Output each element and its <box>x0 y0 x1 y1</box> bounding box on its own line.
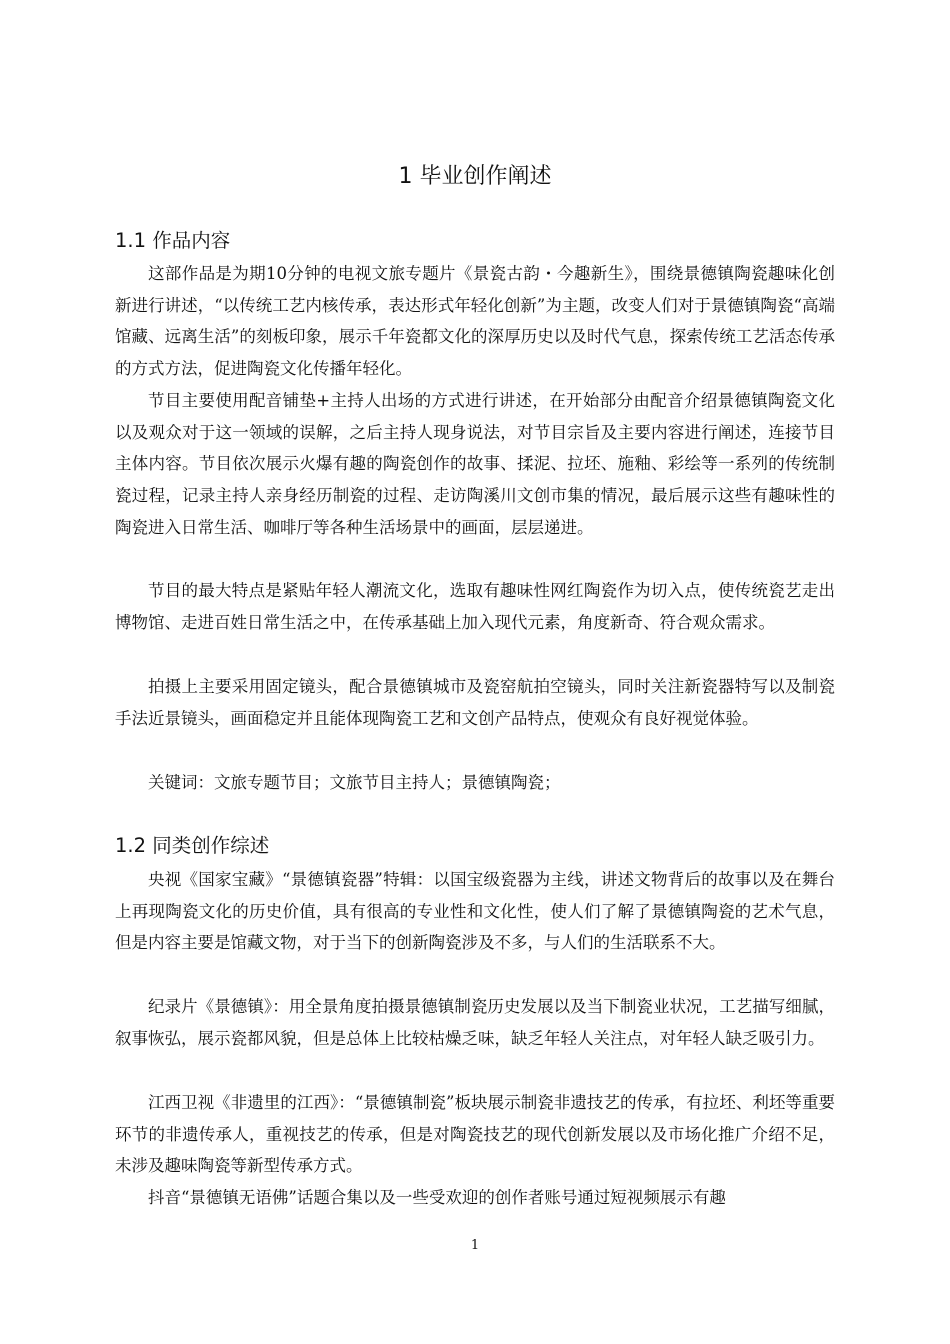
paragraph: 节目的最大特点是紧贴年轻人潮流文化，选取有趣味性网红陶瓷作为切入点，使传统瓷艺走出博物馆、走进百姓日常生活之中，在传承基础上加入现代元素，角度新奇、符合观众需求。 <box>115 581 835 632</box>
page-number: 1 <box>470 1238 480 1253</box>
keywords-line: 关键词：文旅专题节目；文旅节目主持人；景德镇陶瓷； <box>148 773 561 792</box>
paragraph: 江西卫视《非遗里的江西》：“景德镇制瓷”板块展示制瓷非遗技艺的传承，有拉坯、利坯等重要环节的非遗传承人，重视技艺的传承，但是对陶瓷技艺的现代创新发展以及市场化推广介绍不足，未涉及趣味陶瓷等新型传承方式。 <box>115 1093 835 1176</box>
chapter-title: 1 毕业创作阐述 <box>398 164 552 189</box>
section-heading-1-1: 1.1 作品内容 <box>115 229 231 252</box>
paragraph: 纪录片《景德镇》：用全景角度拍摄景德镇制瓷历史发展以及当下制瓷业状况，工艺描写细腻，叙事恢弘，展示瓷都风貌，但是总体上比较枯燥乏味，缺乏年轻人关注点，对年轻人缺乏吸引力。 <box>115 997 835 1048</box>
paragraph: 节目主要使用配音铺垫+主持人出场的方式进行讲述，在开始部分由配音介绍景德镇陶瓷文化以及观众对于这一领域的误解，之后主持人现身说法，对节目宗旨及主要内容进行阐述，连接节目主体内容。节目依次展示火爆有趣的陶瓷创作的故事、揉泥、拉坯、施釉、彩绘等一系列的传统制瓷过程，记录主持人亲身经历制瓷的过程、走访陶溪川文创市集的情况，最后展示这些有趣味性的陶瓷进入日常生活、咖啡厅等各种生活场景中的画面，层层递进。 <box>115 391 835 537</box>
paragraph: 这部作品是为期10分钟的电视文旅专题片《景瓷古韵・今趣新生》，围绕景德镇陶瓷趣味化创新进行讲述，“以传统工艺内核传承，表达形式年轻化创新”为主题，改变人们对于景德镇陶瓷“高端馆藏、远离生活”的刻板印象，展示千年瓷都文化的深厚历史以及时代气息，探索传统工艺活态传承的方式方法，促进陶瓷文化传播年轻化。 <box>115 264 835 379</box>
paragraph: 央视《国家宝藏》“景德镇瓷器”特辑：以国宝级瓷器为主线，讲述文物背后的故事以及在舞台上再现陶瓷文化的历史价值，具有很高的专业性和文化性，使人们了解了景德镇陶瓷的艺术气息，但是内容主要是馆藏文物，对于当下的创新陶瓷涉及不多，与人们的生活联系不大。 <box>115 870 835 953</box>
paragraph: 抖音“景德镇无语佛”话题合集以及一些受欢迎的创作者账号通过短视频展示有趣 <box>148 1188 726 1207</box>
paragraph: 拍摄上主要采用固定镜头，配合景德镇城市及瓷窑航拍空镜头，同时关注新瓷器特写以及制瓷手法近景镜头，画面稳定并且能体现陶瓷工艺和文创产品特点，使观众有良好视觉体验。 <box>115 677 835 728</box>
section-heading-1-2: 1.2 同类创作综述 <box>115 834 270 857</box>
